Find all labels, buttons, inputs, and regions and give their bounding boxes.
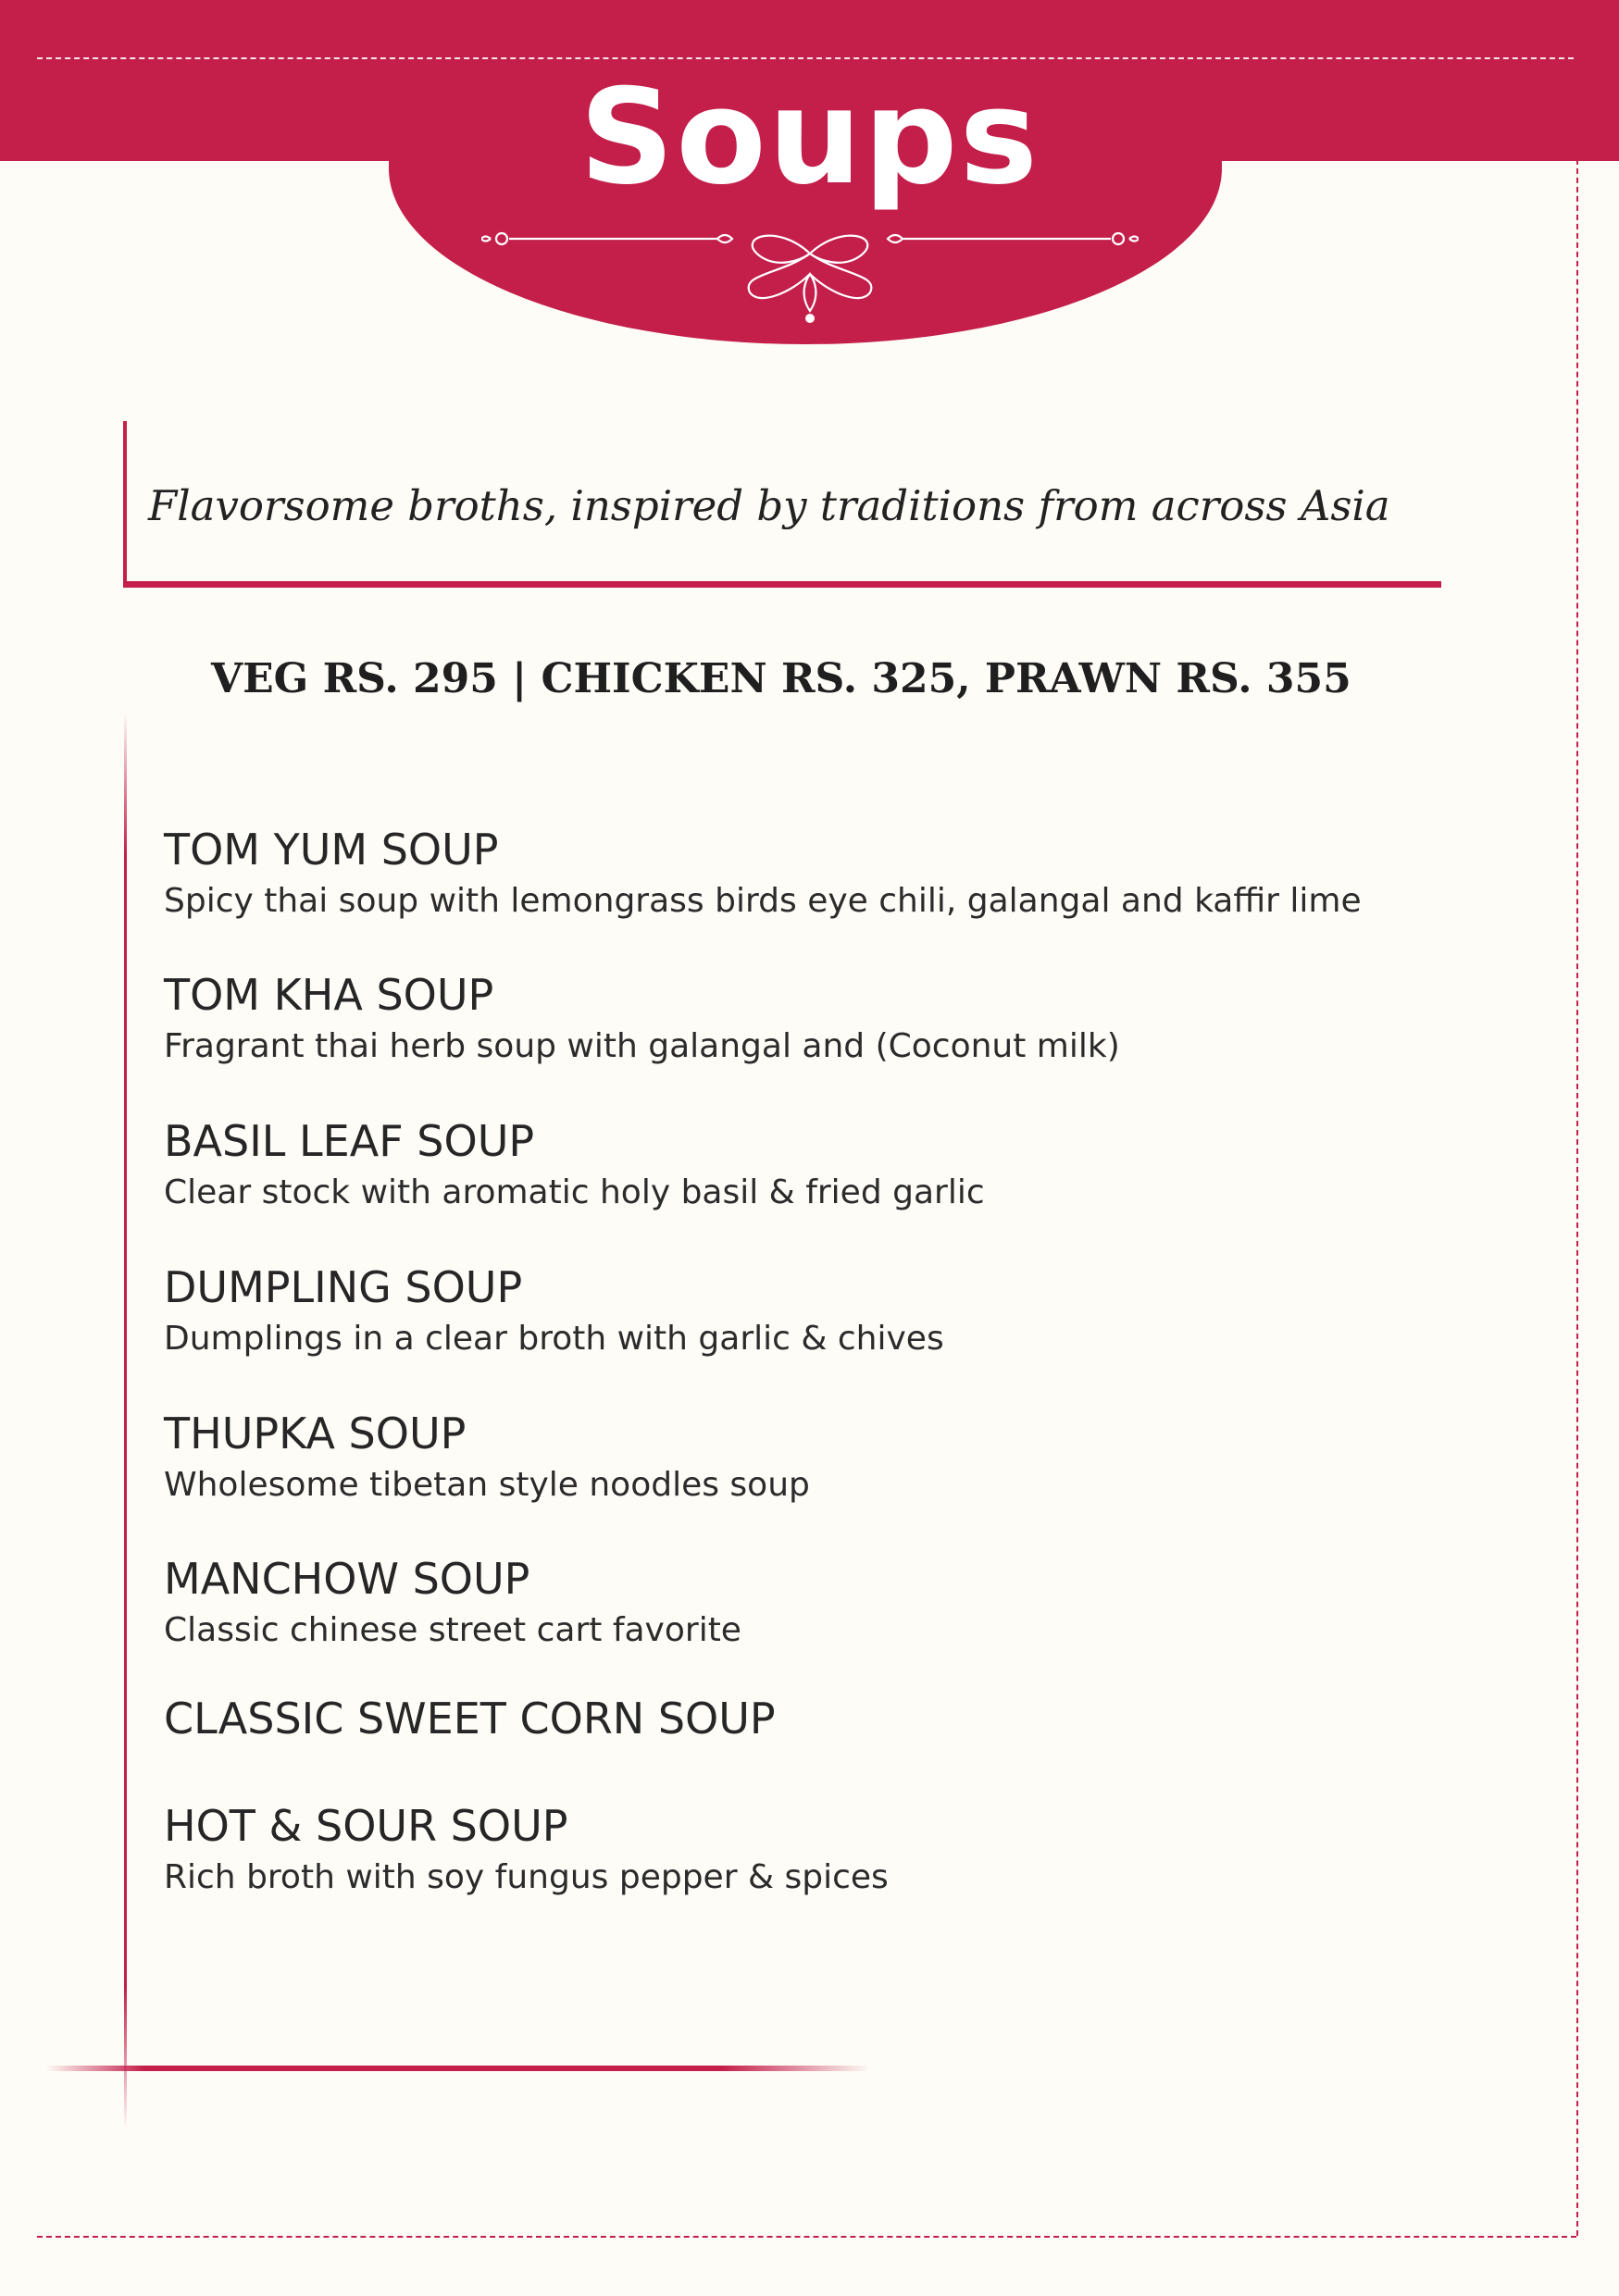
menu-item-name: DUMPLING SOUP <box>164 1262 523 1312</box>
menu-item <box>164 1118 1441 1212</box>
flourish-ornament-icon <box>481 218 1139 329</box>
menu-item-description: Spicy thai soup with lemongrass birds eye chili, galangal and kaffir lime <box>164 881 1362 920</box>
decorative-vertical-line <box>124 713 127 2128</box>
menu-item-name: TOM YUM SOUP <box>164 825 499 875</box>
menu-item-description: Fragrant thai herb soup with galangal and (Coconut milk) <box>164 1026 1120 1065</box>
dashed-frame-right <box>1576 57 1578 2236</box>
menu-item <box>164 826 1441 921</box>
menu-item-name: CLASSIC SWEET CORN SOUP <box>164 1694 776 1744</box>
tagline-box-left-border <box>123 421 127 588</box>
decorative-horizontal-line <box>46 2066 870 2071</box>
menu-item-name: BASIL LEAF SOUP <box>164 1116 535 1166</box>
price-line: VEG RS. 295 | CHICKEN RS. 325, PRAWN RS. 355 <box>211 655 1351 702</box>
tagline-box-bottom-border <box>123 581 1441 588</box>
menu-item-name: HOT & SOUR SOUP <box>164 1801 568 1851</box>
menu-item <box>164 1264 1441 1359</box>
menu-item-description: Dumplings in a clear broth with garlic & chives <box>164 1319 944 1358</box>
menu-item <box>164 1695 1441 1743</box>
menu-item-description: Classic chinese street cart favorite <box>164 1610 741 1649</box>
menu-item-description: Wholesome tibetan style noodles soup <box>164 1465 810 1504</box>
menu-item <box>164 1410 1441 1505</box>
dashed-frame-bottom <box>37 2236 1576 2238</box>
page-title: Soups <box>579 61 1040 214</box>
menu-item-name: THUPKA SOUP <box>164 1409 467 1458</box>
tagline: Flavorsome broths, inspired by traditions from across Asia <box>148 481 1390 530</box>
menu-item-description: Clear stock with aromatic holy basil & fried garlic <box>164 1173 985 1211</box>
menu-item-name: MANCHOW SOUP <box>164 1554 530 1604</box>
menu-item-description: Rich broth with soy fungus pepper & spices <box>164 1857 889 1896</box>
menu-item <box>164 972 1441 1066</box>
menu-item <box>164 1556 1441 1650</box>
menu-item-name: TOM KHA SOUP <box>164 970 494 1020</box>
dashed-frame-top <box>37 57 1574 59</box>
menu-item <box>164 1803 1441 1897</box>
